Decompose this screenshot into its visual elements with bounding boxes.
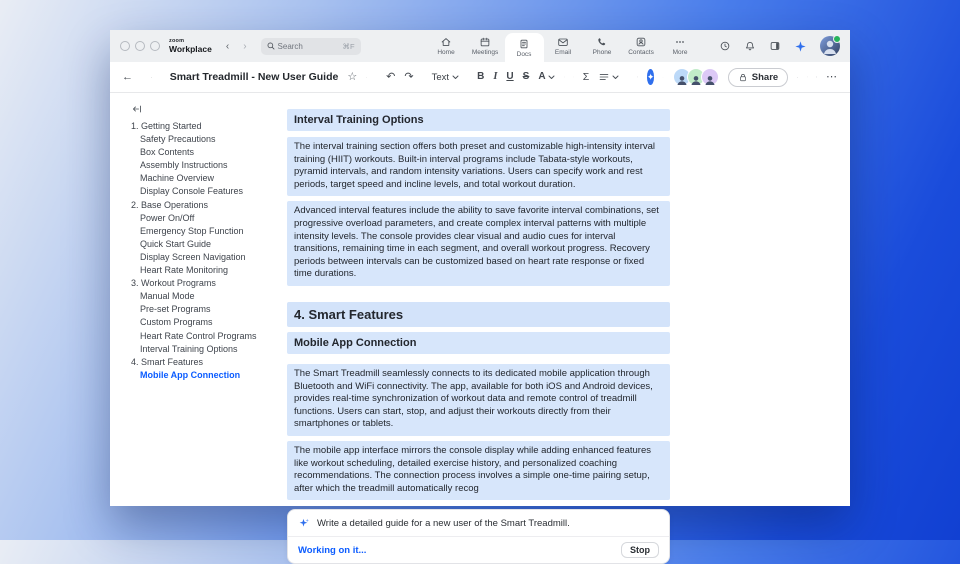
outline-item[interactable]: Power On/Off [131,212,287,225]
ai-companion-button[interactable]: ✦ [647,69,655,85]
docs-icon [518,38,530,50]
outline-item[interactable]: 4. Smart Features [131,356,287,369]
ai-companion-panel [287,509,670,564]
doc-blocks [287,109,670,500]
collapse-outline-icon[interactable] [131,103,143,115]
globe-icon[interactable] [816,71,817,83]
align-lines-icon [598,71,610,83]
doc-toolbar [110,62,850,93]
strikethrough-button[interactable]: S [523,72,530,82]
app-tabs [427,30,700,62]
tab-docs[interactable]: Docs [505,33,544,62]
mail-icon [557,36,569,48]
nav-forward-icon[interactable]: › [243,41,246,52]
outline-item[interactable]: Quick Start Guide [131,238,287,251]
outline-item[interactable]: Pre-set Programs [131,303,287,316]
ai-prompt-text: Write a detailed guide for a new user of the Smart Treadmill. [317,518,570,529]
chat-bubble-icon[interactable] [807,71,808,83]
outline-item[interactable]: Safety Precautions [131,133,287,146]
person-silhouette-icon [704,75,716,85]
home-icon [440,36,452,48]
document-body [287,93,670,506]
outline-item[interactable]: Emergency Stop Function [131,225,287,238]
phone-icon [596,36,608,48]
notifications-bell-icon[interactable] [744,40,756,52]
docs-home-icon[interactable] [151,71,152,84]
nav-back-icon[interactable]: ‹ [226,41,229,52]
doc-block[interactable]: The mobile app interface mirrors the console display while adding enhanced features like workout scheduling, detailed exercise history, and personalized coaching recommendations. The connection process involves a simple one-time pairing setup, after which the treadmill automatically recog [287,441,670,500]
outline-item[interactable]: Display Screen Navigation [131,251,287,264]
more-options-icon[interactable]: ⋯ [826,72,838,83]
clock-icon[interactable] [719,40,731,52]
cloud-saved-icon [366,72,367,83]
star-favorite-icon[interactable]: ☆ [347,72,357,83]
outline-item[interactable]: 1. Getting Started [131,120,287,133]
ai-sparkle-icon [298,517,310,529]
contacts-icon [635,36,647,48]
document-title[interactable]: Smart Treadmill - New User Guide [170,71,339,83]
text-color-dropdown[interactable]: A [538,72,554,82]
outline-item[interactable]: Display Console Features [131,185,287,198]
doc-block[interactable]: Advanced interval features include the ability to save favorite interval combinations, set progressive overload parameters, and create complex interval patterns with multiple intensity levels. The console provides clear visual and audio cues for interval transitions, remaining time in each segment, and overall workout progress. Recovery periods between intervals can be customized based on heart rate response or fixed time durations. [287,201,670,286]
minimize-window-button[interactable] [135,41,145,51]
titlebar [110,30,850,62]
outline-item[interactable]: Heart Rate Monitoring [131,264,287,277]
doc-block[interactable]: The Smart Treadmill seamlessly connects to its dedicated mobile application through Bluetooth and WiFi connectivity. The app, available for both iOS and Android devices, provides real-time synchronization of workout data and remote control of treadmill functions. Users can start, stop, and adjust their workouts directly from their smartphones or tablets. [287,364,670,436]
doc-block[interactable]: The interval training section offers both preset and customizable high-intensity interval training (HIIT) workouts. Built-in interval programs include Tabata-style workouts, pyramid intervals, and random intensity variations. Users can specify work and rest periods, target speed and incline levels, and total workout duration. [287,137,670,196]
search-input[interactable] [261,38,361,55]
doc-block[interactable]: 4. Smart Features [287,302,670,327]
window-controls [120,41,160,51]
search-shortcut: ⌘F [342,42,354,51]
undo-icon[interactable]: ↶ [386,72,395,83]
share-button[interactable]: Share [728,68,788,87]
ai-companion-sparkle-icon[interactable] [794,40,807,53]
video-camera-icon[interactable] [797,72,798,83]
tab-phone[interactable]: Phone [583,30,622,62]
bold-button[interactable]: B [477,72,484,82]
formula-icon[interactable]: Σ [583,72,590,83]
outline-item[interactable]: Interval Training Options [131,343,287,356]
ai-status-text: Working on it... [298,545,366,556]
outline-item[interactable]: Mobile App Connection [131,369,287,382]
outline-item[interactable]: Custom Programs [131,316,287,329]
lock-icon [738,72,748,83]
document-outline-sidebar [110,93,287,506]
calendar-icon [479,36,491,48]
user-avatar[interactable] [820,36,840,56]
outline-item[interactable]: Assembly Instructions [131,159,287,172]
text-style-dropdown[interactable]: Text [432,72,459,83]
tab-meetings[interactable]: Meetings [466,30,505,62]
outline-item[interactable]: Manual Mode [131,290,287,303]
tab-contacts[interactable]: Contacts [622,30,661,62]
chevron-down-icon [548,75,555,80]
collaborator-avatar[interactable] [701,68,719,86]
tab-more[interactable]: More [661,30,700,62]
doc-block[interactable]: Mobile App Connection [287,332,670,354]
underline-button[interactable]: U [506,72,513,82]
close-window-button[interactable] [120,41,130,51]
code-icon[interactable] [573,71,574,83]
outline-item[interactable]: Box Contents [131,146,287,159]
zoom-workplace-logo: zoom Workplace [169,39,212,54]
stop-button[interactable]: Stop [621,542,659,558]
zoom-window-button[interactable] [150,41,160,51]
search-placeholder: Search [278,42,340,51]
more-icon [674,36,686,48]
tab-email[interactable]: Email [544,30,583,62]
italic-button[interactable]: I [493,72,497,83]
person-silhouette-icon [690,75,702,85]
collaborator-avatars[interactable] [677,68,719,86]
add-comment-icon[interactable] [637,71,638,83]
tab-home[interactable]: Home [427,30,466,62]
person-silhouette-icon [676,75,688,85]
search-icon [267,42,275,50]
align-dropdown[interactable] [598,71,619,83]
chevron-down-icon [452,75,459,80]
doc-block[interactable]: Interval Training Options [287,109,670,131]
outline-item[interactable]: 3. Workout Programs [131,277,287,290]
outline-item[interactable]: Heart Rate Control Programs [131,330,287,343]
link-icon[interactable] [564,71,565,83]
outline-item[interactable]: Machine Overview [131,172,287,185]
outline-item[interactable]: 2. Base Operations [131,199,287,212]
chevron-down-icon [612,75,619,80]
redo-icon[interactable]: ↷ [404,72,413,83]
zoom-workplace-window [110,30,850,505]
status-online-dot [833,35,841,43]
side-panel-icon[interactable] [769,40,781,52]
back-icon[interactable]: ← [122,72,133,83]
